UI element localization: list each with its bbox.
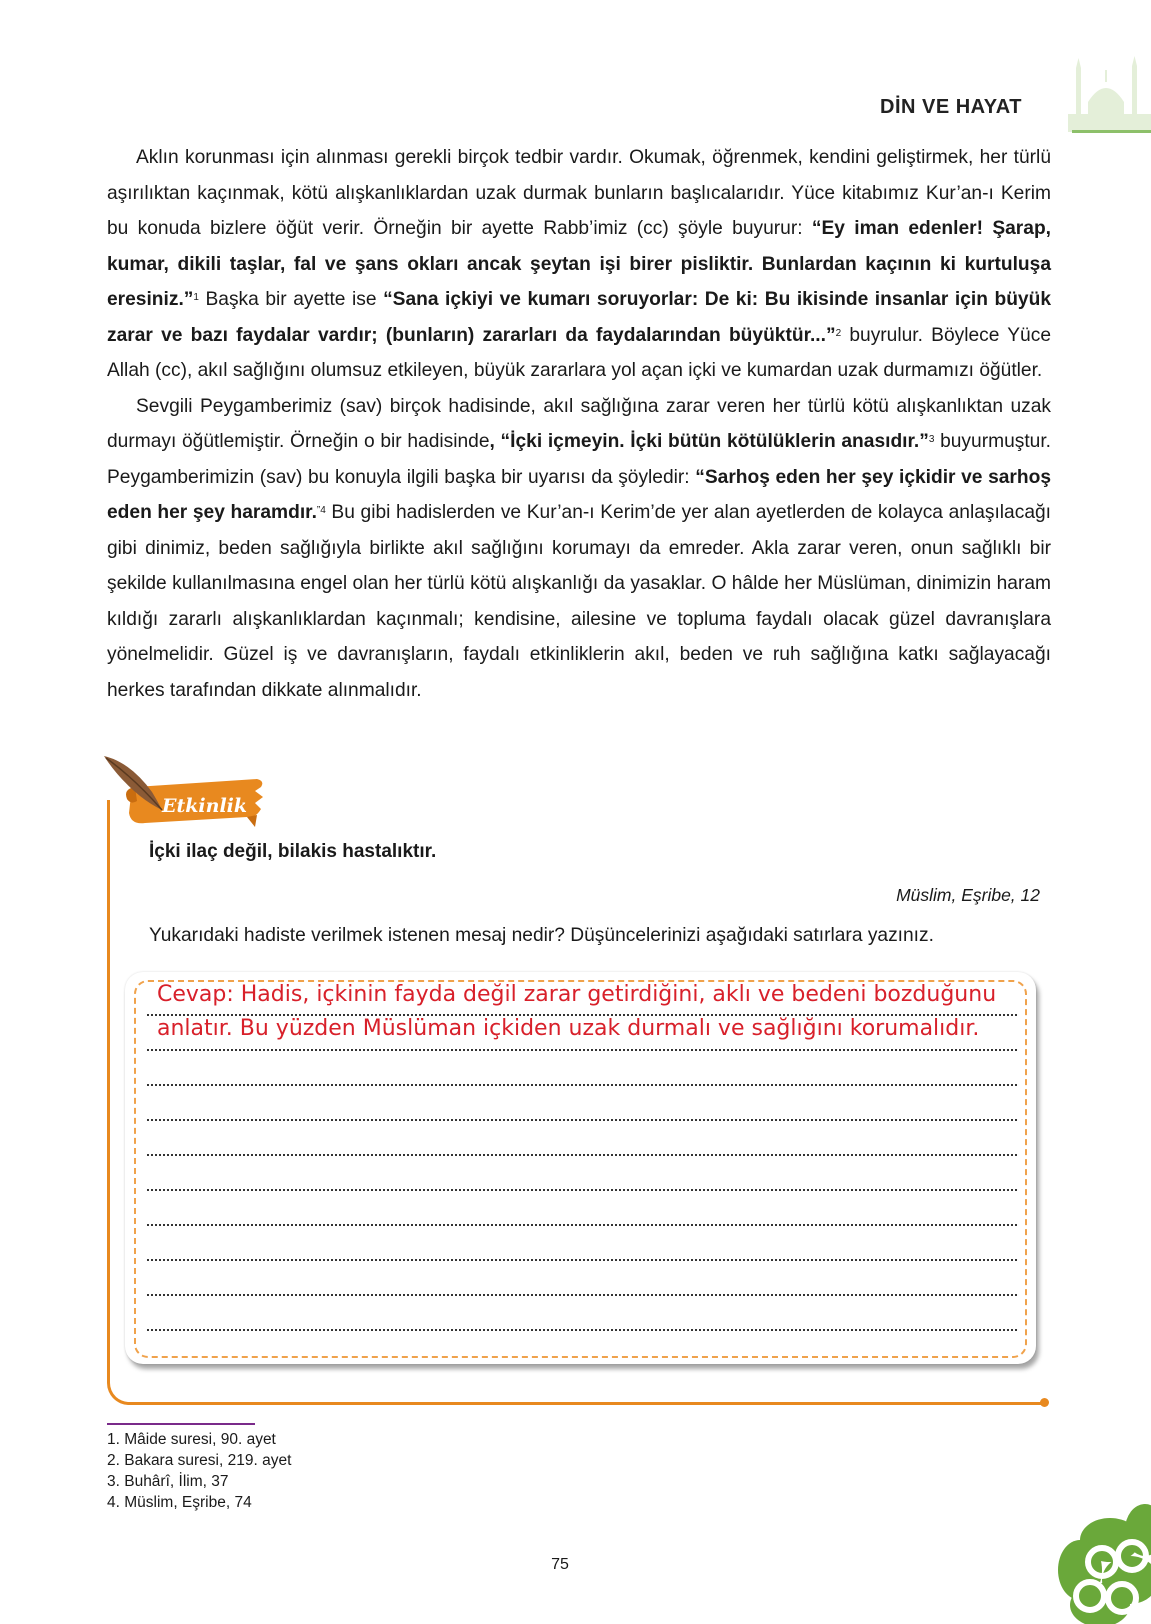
writing-line — [147, 1189, 1017, 1191]
body-text — [107, 140, 1051, 708]
page-number: 75 — [551, 1556, 569, 1573]
quote: “Sana içkiyi ve kumarı soruyorlar: De ki: Bu ikisinde insanlar için büyük zarar ve bazı faydalar vardır; (bunların) zararları da faydalarından büyüktür...” — [107, 289, 1051, 346]
activity-question: Yukarıdaki hadiste verilmek istenen mesaj nedir? Düşüncelerinizi aşağıdaki satırlara yazınız. — [149, 925, 934, 946]
paragraph-1 — [107, 140, 1051, 389]
paragraph-text: buyrulur. Böylece Yüce Allah (cc), akıl sağlığını olumsuz etkileyen, büyük zararlara yol açan içki ve kumardan uzak durmamızı öğütler. — [107, 324, 1051, 381]
paragraph-text: buyurmuştur. Peygamberimizin (sav) bu konuyla ilgili başka bir uyarısı da şöyledir: — [107, 431, 1052, 488]
paragraph-text: Başka bir ayette ise — [198, 289, 384, 310]
paragraph-2 — [107, 389, 1051, 709]
paragraph-text: Bu gibi hadislerden ve Kur’an-ı Kerim’de yer alan ayetlerden de kolayca anlaşılacağı gibi dinimiz, beden sağlığıyla birlikte akıl sağlığını korumayı da emreder. Akla zarar veren, onun sağlıklı bir şekilde kullanılmasına engel olan her türlü kötü alışkanlığı da yasaklar. O hâlde her Müslüman, dinimizin haram kıldığı zararlı alışkanlıklardan kaçınmalı; kendisine, ailesine ve topluma faydalı olacak güzel davranışlara yönelmelidir. Güzel iş ve davranışların, faydalı etkinliklerin akıl, beden ve ruh sağlığına katkı sağlayacağı herkes tarafından dikkate alınmalıdır. — [107, 502, 1051, 701]
footnote: 4. Müslim, Eşribe, 74 — [107, 1494, 252, 1511]
footnote-rule — [107, 1423, 255, 1425]
footnote: 3. Buhârî, İlim, 37 — [107, 1473, 229, 1490]
footnote: 2. Bakara suresi, 219. ayet — [107, 1452, 292, 1469]
writing-line — [147, 1084, 1017, 1086]
mosque-silhouette-icon — [1068, 56, 1151, 132]
header-rule — [1072, 130, 1151, 133]
quill-feather-icon — [100, 752, 170, 814]
writing-line — [147, 1119, 1017, 1121]
activity-label: Etkinlik — [162, 795, 248, 817]
writing-line — [147, 1154, 1017, 1156]
footnote-ref: 3 — [928, 434, 935, 445]
quote: , “İçki içmeyin. İçki bütün kötülüklerin anasıdır.” — [489, 431, 929, 452]
frame-end-dot — [1040, 1398, 1049, 1407]
hadith-text: İçki ilaç değil, bilakis hastalıktır. — [149, 841, 437, 862]
footnote-ref: 1 — [193, 292, 199, 303]
writing-line — [147, 1049, 1017, 1051]
footnote: 1. Mâide suresi, 90. ayet — [107, 1431, 276, 1448]
writing-line — [147, 1294, 1017, 1296]
flower-ornament-icon — [1030, 1500, 1151, 1624]
quote: “Sarhoş eden her şey içkidir ve sarhoş eden her şey haramdır. — [107, 466, 1051, 523]
paragraph-text: Sevgili Peygamberimiz (sav) birçok hadisinde, akıl sağlığına zarar veren her türlü kötü alışkanlıktan uzak durmayı öğütlemiştir. Örneğin o bir hadisinde — [107, 395, 1051, 452]
paragraph-text: Aklın korunması için alınması gerekli birçok tedbir vardır. Okumak, öğrenmek, kendini geliştirmek, her türlü aşırılıktan kaçınmak, kötü alışkanlıklardan uzak durmak bunların başlıcalarıdır. Yüce kitabımız Kur’an-ı Kerim bu konuda bizlere öğüt verir. Örneğin bir ayette Rabb’imiz (cc) şöyle buyurur: — [107, 147, 1051, 239]
footnote-ref: 2 — [835, 327, 842, 339]
quote: “Ey iman edenler! Şarap, kumar, dikili taşlar, fal ve şans okları ancak şeytan işi birer pisliktir. Bunlardan kaçının ki kurtuluşa eresiniz.” — [107, 218, 1051, 310]
writing-line — [147, 1224, 1017, 1226]
writing-line — [147, 1259, 1017, 1261]
footnotes — [107, 1429, 291, 1513]
footnote-ref: ”4 — [316, 505, 326, 516]
section-title: DİN VE HAYAT — [880, 96, 1022, 118]
hadith-source: Müslim, Eşribe, 12 — [896, 885, 1040, 905]
writing-line — [147, 1329, 1017, 1331]
answer-text: Cevap: Hadis, içkinin fayda değil zarar getirdiğini, aklı ve bedeni bozduğunu anlatır. Bu yüzden Müslüman içkiden uzak durmalı ve sağlığını korumalıdır. — [157, 982, 997, 1041]
